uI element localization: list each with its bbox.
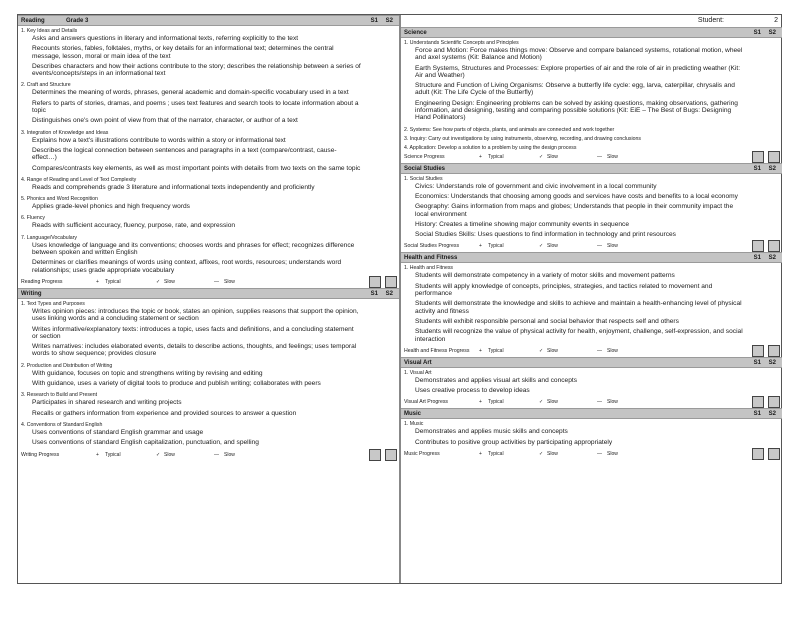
- legend-plus-label: Typical: [105, 451, 121, 458]
- legend-check-label: Slow: [547, 243, 558, 250]
- s2-grade-box[interactable]: [768, 396, 780, 408]
- progress-label: Health and Fitness Progress: [404, 347, 470, 354]
- legend-plus-label: Typical: [488, 399, 504, 406]
- legend-plus-label: Typical: [488, 451, 504, 458]
- standard-heading: 1. Understands Scientific Concepts and Principles: [404, 40, 519, 46]
- legend-dash-label: Slow: [224, 278, 235, 285]
- legend-check: ✓: [539, 153, 544, 160]
- standard-heading: 1. Music: [404, 421, 424, 428]
- section-header: [18, 15, 399, 26]
- progress-label: Visual Art Progress: [404, 399, 449, 406]
- s1-grade-box[interactable]: [369, 449, 381, 461]
- standard-heading: 2. Production and Distribution of Writing: [21, 362, 113, 369]
- standard-item: Determines or clarifies meanings of words using context, affixes, root words, resources; understands word relationships; uses grade appropriate vocabulary: [32, 259, 342, 274]
- legend-check: ✓: [539, 243, 544, 250]
- legend-dash: —: [597, 243, 602, 250]
- standard-item: Students will exhibit responsible personal and social behavior that respects self and others: [415, 317, 679, 325]
- s1-heading: S1: [753, 30, 761, 36]
- standard-item: Participates in shared research and writing projects: [32, 399, 182, 407]
- s2-grade-box[interactable]: [768, 448, 780, 460]
- standard-item: History: Creates a timeline showing major community events in sequence: [415, 220, 630, 228]
- standard-item: With guidance, focuses on topic and strengthens writing by revising and editing: [32, 369, 263, 377]
- standard-item: Determines the meaning of words, phrases, general academic and domain-specific vocabulary used in a text: [32, 89, 349, 97]
- standard-item: Demonstrates and applies music skills and concepts: [415, 428, 568, 436]
- standard-item: Asks and answers questions in literary and informational texts, referring explicitly to the text: [32, 35, 299, 42]
- legend-check: ✓: [156, 278, 161, 285]
- legend-plus: +: [479, 243, 482, 250]
- standard-item: Writes informative/explanatory texts: introduces a topic, uses facts and definitions, and a concluding statement or section: [32, 325, 354, 340]
- section-title: Visual Art: [404, 359, 432, 366]
- legend-plus: +: [479, 451, 482, 458]
- standard-item: Students will demonstrate the knowledge and skills to achieve and maintain a health-enhancing level of physical activity and fitness: [415, 300, 742, 315]
- standard-item: Students will apply knowledge of concepts, principles, strategies, and tactics related to movement and performance: [415, 282, 713, 298]
- s2-heading: S2: [385, 18, 393, 24]
- student-row: [401, 15, 782, 27]
- standard-item: Writes narratives: includes elaborated events, details to describe actions, thoughts, and feelings; uses temporal words to show sequence; provides closure: [32, 343, 357, 358]
- standard-heading: 3. Inquiry: Carry out investigations by using instruments, observing, recording, and drawing conclusions: [404, 135, 642, 142]
- legend-dash: —: [597, 347, 602, 354]
- legend-dash: —: [597, 451, 602, 458]
- standard-item: Structure and Function of Living Organisms: Observe a butterfly life cycle: egg, larva, caterpillar, chrysalis and adult (Kit: The Life Cycle of the Butterfly): [415, 82, 735, 97]
- legend-dash: —: [597, 399, 602, 406]
- legend-check-label: Slow: [547, 451, 558, 458]
- standard-item: Uses knowledge of language and its conventions; chooses words and phrases for effect; recognizes difference between spoken and written English: [32, 241, 355, 257]
- standard-item: Distinguishes one's own point of view from that of the narrator, character, or author of a text: [32, 117, 298, 125]
- s1-grade-box[interactable]: [752, 448, 764, 460]
- standard-item: Reads with sufficient accuracy, fluency, purpose, rate, and expression: [32, 222, 236, 230]
- section-header: [401, 163, 782, 174]
- standard-heading: 1. Key Ideas and Details: [21, 28, 78, 34]
- s1-grade-box[interactable]: [752, 345, 764, 357]
- standard-item: Describes the logical connection between sentences and paragraphs in a text (compare/contrast, cause-effect…): [32, 146, 337, 162]
- legend-check: ✓: [539, 451, 544, 458]
- legend-dash-label: Slow: [607, 243, 618, 250]
- standard-heading: 3. Integration of Knowledge and Ideas: [21, 129, 109, 136]
- s2-grade-box[interactable]: [768, 240, 780, 252]
- standard-heading: 1. Visual Art: [404, 369, 432, 376]
- section-header: [401, 408, 782, 419]
- progress-label: Writing Progress: [21, 451, 60, 458]
- standard-heading: 1. Text Types and Purposes: [21, 300, 85, 307]
- s2-heading: S2: [385, 290, 393, 297]
- progress-row: [401, 346, 782, 357]
- legend-plus-label: Typical: [488, 347, 504, 354]
- section-header: [18, 288, 399, 299]
- standard-heading: 6. Fluency: [21, 215, 45, 222]
- legend-dash: —: [214, 278, 219, 285]
- standard-item: Compares/contrasts key elements, as well as most important points with details from two texts on the same topic: [32, 164, 361, 172]
- s2-heading: S2: [768, 359, 776, 366]
- progress-row: [401, 152, 782, 163]
- legend-dash: —: [214, 451, 219, 458]
- legend-plus-label: Typical: [105, 278, 121, 285]
- s1-heading: S1: [753, 411, 761, 418]
- standard-heading: 5. Phonics and Word Recognition: [21, 196, 98, 203]
- section-title: Health and Fitness: [404, 255, 458, 262]
- legend-check: ✓: [539, 347, 544, 354]
- legend-check: ✓: [156, 451, 161, 458]
- s1-grade-box[interactable]: [752, 151, 764, 163]
- standard-item: Uses conventions of standard English grammar and usage: [32, 428, 204, 436]
- legend-dash-label: Slow: [224, 451, 235, 458]
- standard-item: Engineering Design: Engineering problems can be solved by asking questions, making observations, gathering information, and designing, testing and comparing possible solutions (Kit: EiE – The Best of Bugs: Designing Hand Pollinators): [415, 99, 738, 122]
- standard-item: Recounts stories, fables, folktales, myths, or key details for an informational text; determines the central message, lesson, moral or main idea of the text: [32, 45, 334, 60]
- progress-row: [401, 449, 782, 460]
- s1-heading: S1: [753, 165, 761, 172]
- right-column: [401, 15, 782, 583]
- s2-heading: S2: [768, 30, 776, 36]
- legend-plus: +: [96, 451, 99, 458]
- legend-check-label: Slow: [164, 451, 175, 458]
- standard-item: Applies grade-level phonics and high frequency words: [32, 203, 190, 211]
- standard-item: Demonstrates and applies visual art skills and concepts: [415, 376, 577, 384]
- section-header: [401, 27, 782, 38]
- legend-check-label: Slow: [547, 399, 558, 406]
- section-header: [401, 252, 782, 263]
- section-title: Music: [404, 411, 422, 418]
- standard-item: Earth Systems, Structures and Processes: Explore properties of air and the role of air in predicting weather (Kit: Air and Weather): [415, 64, 741, 79]
- standard-item: Refers to parts of stories, dramas, and poems ; uses text features and search tools to locate information about a topic: [32, 99, 359, 115]
- s1-heading: S1: [753, 359, 761, 366]
- legend-dash-label: Slow: [607, 451, 618, 458]
- page-number: 2: [774, 17, 778, 24]
- standard-heading: 7. Language/Vocabulary: [21, 234, 77, 241]
- standard-item: Writes opinion pieces: introduces the topic or book, states an opinion, supplies reasons that support the opinion, uses linking words and a concluding statement or section: [32, 307, 359, 323]
- section-header: [401, 357, 782, 368]
- s2-grade-box[interactable]: [385, 276, 397, 288]
- standard-item: Civics: Understands role of government and civic involvement in a local community: [415, 182, 657, 190]
- s2-heading: S2: [768, 255, 776, 262]
- s2-grade-box[interactable]: [768, 345, 780, 357]
- standard-heading: 2. Systems: See how parts of objects, plants, and animals are connected and work together: [404, 126, 615, 133]
- standard-item: Recalls or gathers information from experience and provided sources to answer a question: [32, 409, 297, 417]
- s2-heading: S2: [768, 411, 776, 418]
- legend-plus: +: [479, 347, 482, 354]
- standard-item: With guidance, uses a variety of digital tools to produce and publish writing; collaborates with peers: [32, 380, 321, 388]
- standard-item: Uses conventions of standard English capitalization, punctuation, and spelling: [32, 439, 259, 447]
- s1-grade-box[interactable]: [752, 240, 764, 252]
- section-title: Writing: [21, 290, 42, 297]
- section-title: Social Studies: [404, 165, 446, 172]
- legend-plus-label: Typical: [488, 243, 504, 250]
- section-title: Reading: [21, 18, 45, 24]
- legend-dash-label: Slow: [607, 347, 618, 354]
- standard-item: Uses creative process to develop ideas: [415, 387, 530, 395]
- s2-heading: S2: [768, 165, 776, 172]
- legend-check: ✓: [539, 399, 544, 406]
- standard-item: Students will demonstrate competency in a variety of motor skills and movement patterns: [415, 272, 675, 280]
- standard-heading: 1. Health and Fitness: [404, 265, 454, 272]
- left-column: [18, 15, 399, 583]
- s1-heading: S1: [753, 255, 761, 262]
- standard-item: Social Studies Skills: Uses questions to find information in technology and print resources: [415, 231, 676, 239]
- standard-heading: 3. Research to Build and Present: [21, 392, 98, 399]
- s1-heading: S1: [370, 18, 378, 24]
- legend-check-label: Slow: [547, 347, 558, 354]
- s1-grade-box[interactable]: [369, 276, 381, 288]
- legend-plus: +: [96, 278, 99, 285]
- legend-plus: +: [479, 399, 482, 406]
- legend-dash-label: Slow: [607, 153, 618, 160]
- legend-plus: +: [479, 153, 482, 160]
- standard-heading: 4. Range of Reading and Level of Text Complexity: [21, 176, 137, 183]
- student-label: Student:: [697, 17, 724, 24]
- standard-item: Explains how a text's illustrations contribute to words within a story or informational text: [32, 136, 286, 144]
- standard-item: Contributes to positive group activities by participating appropriately: [415, 438, 613, 446]
- legend-check-label: Slow: [547, 153, 558, 160]
- grade-label: Grade 3: [66, 18, 89, 24]
- section-title: Science: [404, 30, 427, 36]
- progress-label: Music Progress: [404, 451, 440, 458]
- standard-item: Reads and comprehends grade 3 literature and informational texts independently and proficiently: [32, 183, 315, 191]
- legend-plus-label: Typical: [488, 153, 504, 160]
- s2-grade-box[interactable]: [768, 151, 780, 163]
- standard-heading: 4. Conventions of Standard English: [21, 421, 103, 428]
- progress-row: [18, 277, 399, 288]
- legend-dash: —: [597, 153, 602, 160]
- s2-grade-box[interactable]: [385, 449, 397, 461]
- standard-item: Economics: Understands that choosing among goods and services have costs and benefits to a local economy: [415, 192, 738, 200]
- standard-heading: 1. Social Studies: [404, 175, 443, 182]
- progress-row: [18, 450, 399, 461]
- progress-label: Reading Progress: [21, 278, 63, 285]
- legend-dash-label: Slow: [607, 399, 618, 406]
- standard-heading: 4. Application: Develop a solution to a problem by using the design process: [404, 144, 577, 151]
- s1-grade-box[interactable]: [752, 396, 764, 408]
- standard-item: Force and Motion: Force makes things move: Observe and compare balanced systems, rotational motion, wheel and axel systems (Kit: Balance and Motion): [415, 47, 743, 62]
- progress-row: [401, 397, 782, 408]
- report-card-page: [17, 14, 782, 584]
- progress-label: Social Studies Progress: [404, 243, 460, 250]
- standard-item: Geography: Gains information from maps and globes; Understands that people in their community impact the local environment: [415, 203, 734, 218]
- standard-item: Students will recognize the value of physical activity for health, enjoyment, challenge, self-expression, and social interaction: [415, 328, 743, 343]
- legend-check-label: Slow: [164, 278, 175, 285]
- standard-heading: 2. Craft and Structure: [21, 82, 71, 89]
- progress-label: Science Progress: [404, 153, 445, 160]
- progress-row: [401, 241, 782, 252]
- standard-item: Describes characters and how their actions contribute to the story; describes the relationship between a series of events/concepts/steps in an informational text: [32, 62, 361, 78]
- s1-heading: S1: [370, 290, 378, 297]
